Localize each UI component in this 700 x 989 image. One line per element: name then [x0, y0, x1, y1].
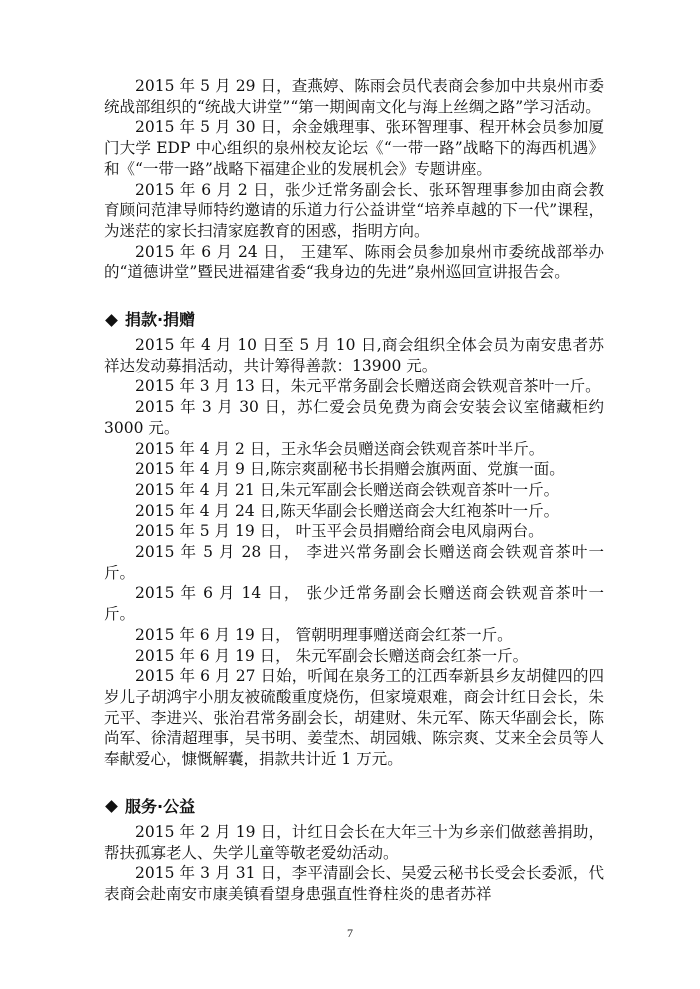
paragraph: 2015 年 5 月 28 日， 李进兴常务副会长赠送商会铁观音茶叶一斤。: [104, 543, 604, 582]
paragraph: 2015 年 4 月 10 日至 5 月 10 日,商会组织全体会员为南安患者苏祥达发动募捐活动，共计筹得善款：13900 元。: [104, 336, 604, 375]
diamond-bullet-icon: [105, 800, 118, 813]
paragraph: 2015 年 5 月 29 日，查燕婷、陈雨会员代表商会参加中共泉州市委统战部组织的“统战大讲堂”“第一期闽南文化与海上丝绸之路”学习活动。: [104, 77, 604, 116]
paragraph: 2015 年 3 月 30 日，苏仁爱会员免费为商会安装会议室储藏柜约 3000 元。: [104, 398, 604, 437]
donation-paragraphs: [104, 335, 604, 770]
paragraph: 2015 年 4 月 9 日,陈宗爽副秘书长捐赠会旗两面、党旗一面。: [135, 460, 565, 479]
section-heading-service: [104, 796, 604, 818]
paragraph: 2015 年 4 月 2 日，王永华会员赠送商会铁观音茶叶半斤。: [135, 439, 545, 458]
paragraph: 2015 年 5 月 30 日，余金娥理事、张环智理事、程开林会员参加厦门大学 EDP 中心组织的泉州校友论坛《“一带一路”战略下的海西机遇》和《“一带一路”战略下福建企业的发展机会》专题讲座。: [104, 118, 604, 178]
paragraph: 2015 年 4 月 21 日,朱元军副会长赠送商会铁观音茶叶一斤。: [135, 480, 560, 499]
section-title: 服务·公益: [125, 796, 196, 816]
page-number: 7: [347, 926, 353, 940]
paragraph: 2015 年 6 月 19 日， 朱元军副会长赠送商会红茶一斤。: [135, 646, 529, 665]
paragraph: 2015 年 3 月 13 日，朱元平常务副会长赠送商会铁观音茶叶一斤。: [135, 377, 601, 396]
paragraph: 2015 年 6 月 24 日， 王建军、陈雨会员参加泉州市委统战部举办的“道德讲堂”暨民进福建省委“我身边的先进”泉州巡回宣讲报告会。: [104, 242, 604, 282]
intro-paragraphs: [104, 76, 604, 283]
document-page: [104, 76, 604, 905]
diamond-bullet-icon: [105, 314, 118, 327]
paragraph: 2015 年 3 月 31 日，李平清副会长、吴爱云秘书长受会长委派，代表商会赴南安市康美镇看望身患强直性脊柱炎的患者苏祥: [104, 864, 604, 903]
paragraph: 2015 年 2 月 19 日，计红日会长在大年三十为乡亲们做慈善捐助，帮扶孤寡老人、失学儿童等敬老爱幼活动。: [104, 822, 604, 862]
paragraph: 2015 年 6 月 2 日，张少迁常务副会长、张环智理事参加由商会教育顾问范津导师特约邀请的乐道力行公益讲堂“培养卓越的下一代”课程，为迷茫的家长扫清家庭教育的困惑，指明方向。: [104, 180, 604, 240]
paragraph: 2015 年 6 月 27 日始，听闻在泉务工的江西奉新县乡友胡健四的四岁儿子胡鸿宇小朋友被硫酸重度烧伤，但家境艰难，商会计红日会长，朱元平、李进兴、张治君常务副会长，胡建财、朱元军、陈天华副会长，陈尚军、徐清超理事，吴书明、姜莹杰、胡园娥、陈宗爽、艾来全会员等人奉献爱心，慷慨解囊，捐款共计近 1 万元。: [104, 667, 604, 769]
paragraph: 2015 年 6 月 19 日， 管朝明理事赠送商会红茶一斤。: [135, 625, 513, 644]
section-heading-donation: [104, 309, 604, 331]
paragraph: 2015 年 5 月 19 日， 叶玉平会员捐赠给商会电风扇两台。: [135, 522, 544, 541]
service-paragraphs: [104, 822, 604, 905]
paragraph: 2015 年 6 月 14 日， 张少迁常务副会长赠送商会铁观音茶叶一斤。: [104, 584, 604, 624]
section-title: 捐款·捐赠: [125, 310, 196, 330]
paragraph: 2015 年 4 月 24 日,陈天华副会长赠送商会大红袍茶叶一斤。: [135, 501, 560, 520]
